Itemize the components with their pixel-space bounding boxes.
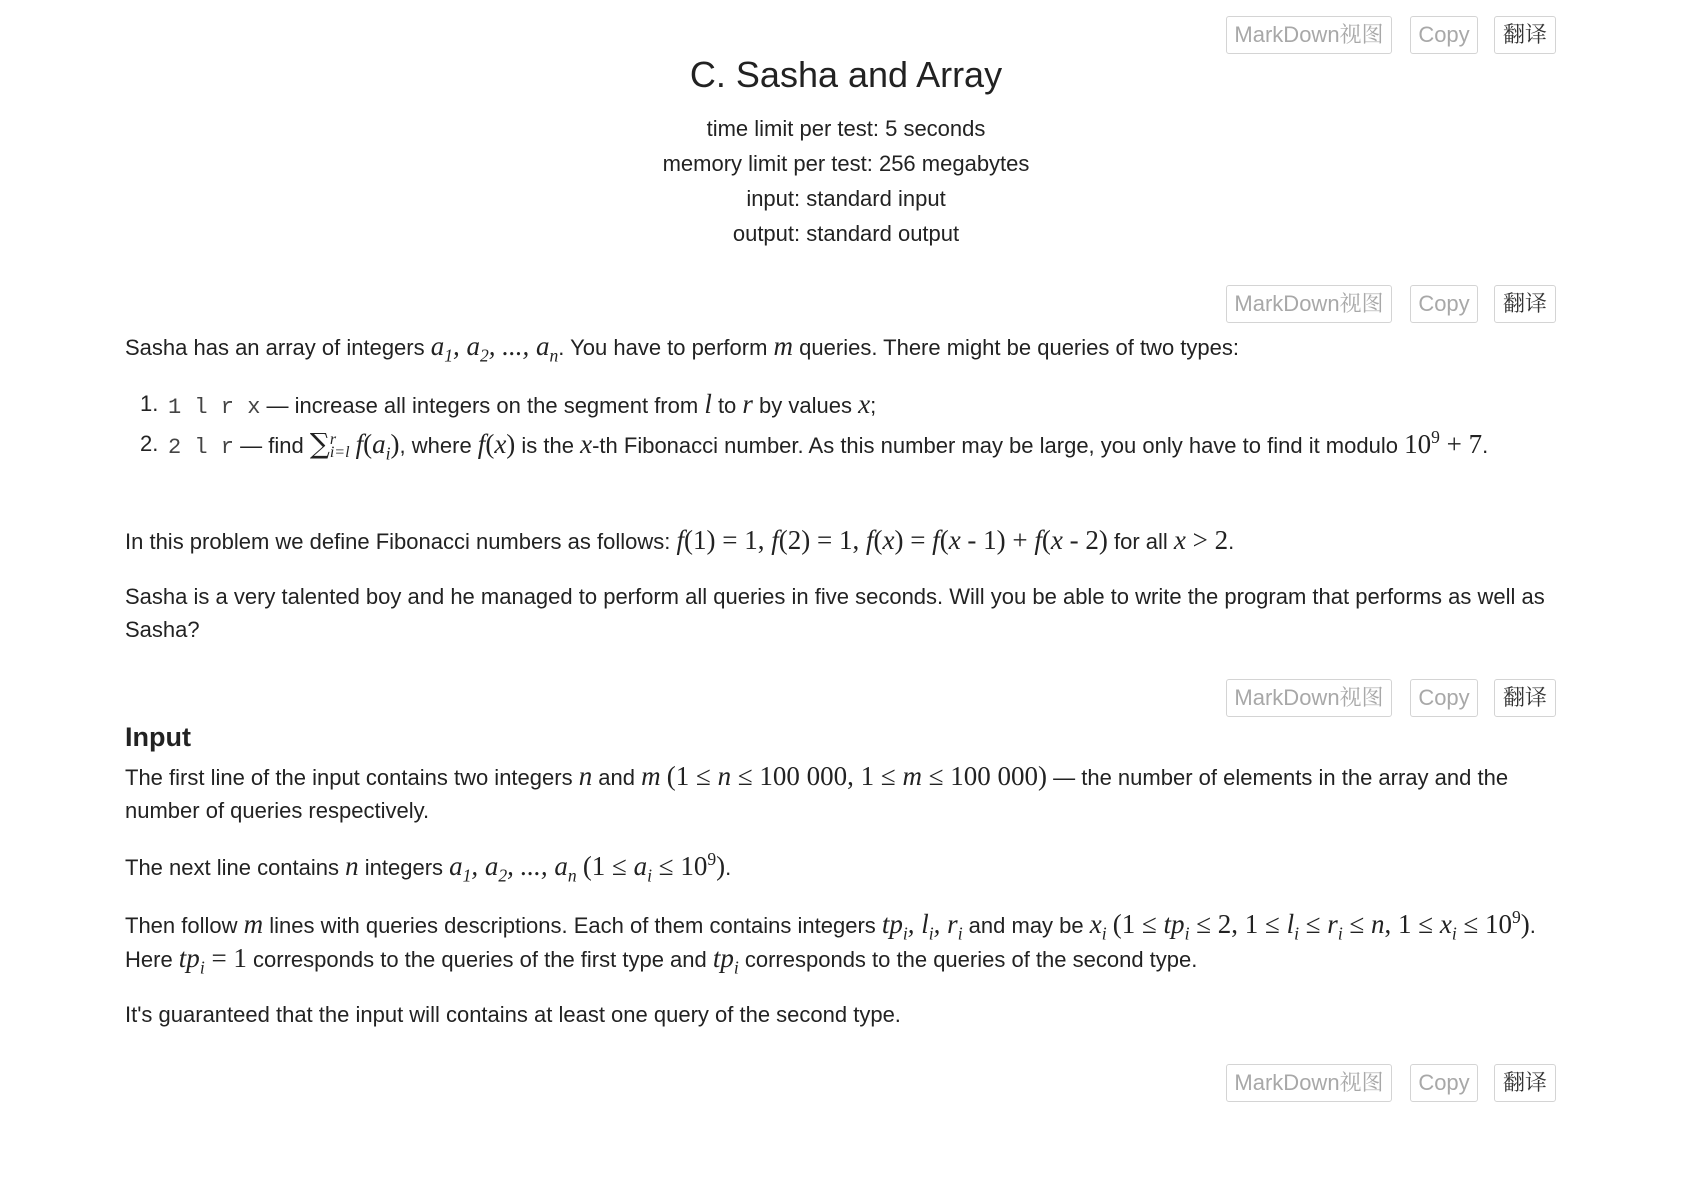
toolbar-input	[1226, 679, 1556, 717]
math-array: $a_1$, $a_2$, ..., $a_n$	[430, 331, 559, 366]
translate-button[interactable]: 翻译	[1494, 679, 1556, 717]
math-sum: ∑r i=l $f(a_i)$	[309, 427, 400, 464]
copy-button[interactable]: Copy	[1410, 679, 1478, 717]
toolbar-header	[1226, 16, 1556, 54]
input-paragraph-1: The first line of the input contains two integers n and m (1 ≤ n ≤ 100 000, 1 ≤ m ≤ 100 000) — the number of elements in the array and the number of queries respectively.	[125, 761, 1509, 823]
copy-button[interactable]: Copy	[1410, 1064, 1478, 1102]
list-item: 1. 1 l r x — increase all integers on the segment from l to r by values x;	[140, 389, 877, 420]
markdown-view-button[interactable]: MarkDown视图	[1226, 679, 1392, 717]
translate-button[interactable]: 翻译	[1494, 1064, 1556, 1102]
toolbar-statement	[1226, 285, 1556, 323]
time-limit: time limit per test: 5 seconds	[706, 116, 986, 141]
input-section-title: Input	[125, 722, 191, 752]
input-spec: input: standard input	[746, 186, 946, 211]
markdown-view-button[interactable]: MarkDown视图	[1226, 16, 1392, 54]
copy-button[interactable]: Copy	[1410, 16, 1478, 54]
markdown-view-button[interactable]: MarkDown视图	[1226, 1064, 1392, 1102]
list-item: 2. 2 l r — find ∑r i=l $f(a_i)$, where f(x) is the x-th Fibonacci number. As this number may be large, you only have to find it modulo $10^9 + 7$.	[140, 427, 1489, 464]
input-paragraph-2: The next line contains n integers $a_1$, $a_2$, ..., $a_n$ $(1 \le a_i \le 10^9)$.	[125, 849, 732, 886]
translate-button[interactable]: 翻译	[1494, 16, 1556, 54]
output-spec: output: standard output	[732, 221, 960, 246]
markdown-view-button[interactable]: MarkDown视图	[1226, 285, 1392, 323]
memory-limit: memory limit per test: 256 megabytes	[662, 151, 1030, 176]
toolbar-output	[1226, 1064, 1556, 1102]
input-paragraph-4: It's guaranteed that the input will contains at least one query of the second type.	[125, 1002, 901, 1027]
statement-challenge: Sasha is a very talented boy and he managed to perform all queries in five seconds. Will you be able to write the program that performs as well as Sasha?	[125, 584, 1545, 642]
query-list	[140, 386, 1560, 466]
math-m: m	[773, 331, 794, 361]
input-paragraph-3: Then follow m lines with queries descriptions. Each of them contains integers $tp_i$, $l_i$, $r_i$ and may be $x_i$ ($1 \le tp_i \le 2$, $1 \le l_i \le r_i \le n$, $1 \le x_i \le 10^9$). Here $tp_i = 1$ corresponds to the queries of the first type and $tp_i$ corresponds to the queries of the second type.	[125, 907, 1536, 978]
translate-button[interactable]: 翻译	[1494, 285, 1556, 323]
copy-button[interactable]: Copy	[1410, 285, 1478, 323]
fibonacci-definition: In this problem we define Fibonacci numbers as follows: f(1) = 1, f(2) = 1, f(x) = f(x - 1) + f(x - 2) for all x > 2.	[125, 525, 1235, 555]
statement-intro: Sasha has an array of integers $a_1$, $a_2$, ..., $a_n$. You have to perform m queries. There might be queries of two types:	[125, 331, 1239, 366]
problem-title: C. Sasha and Array	[689, 54, 1003, 95]
